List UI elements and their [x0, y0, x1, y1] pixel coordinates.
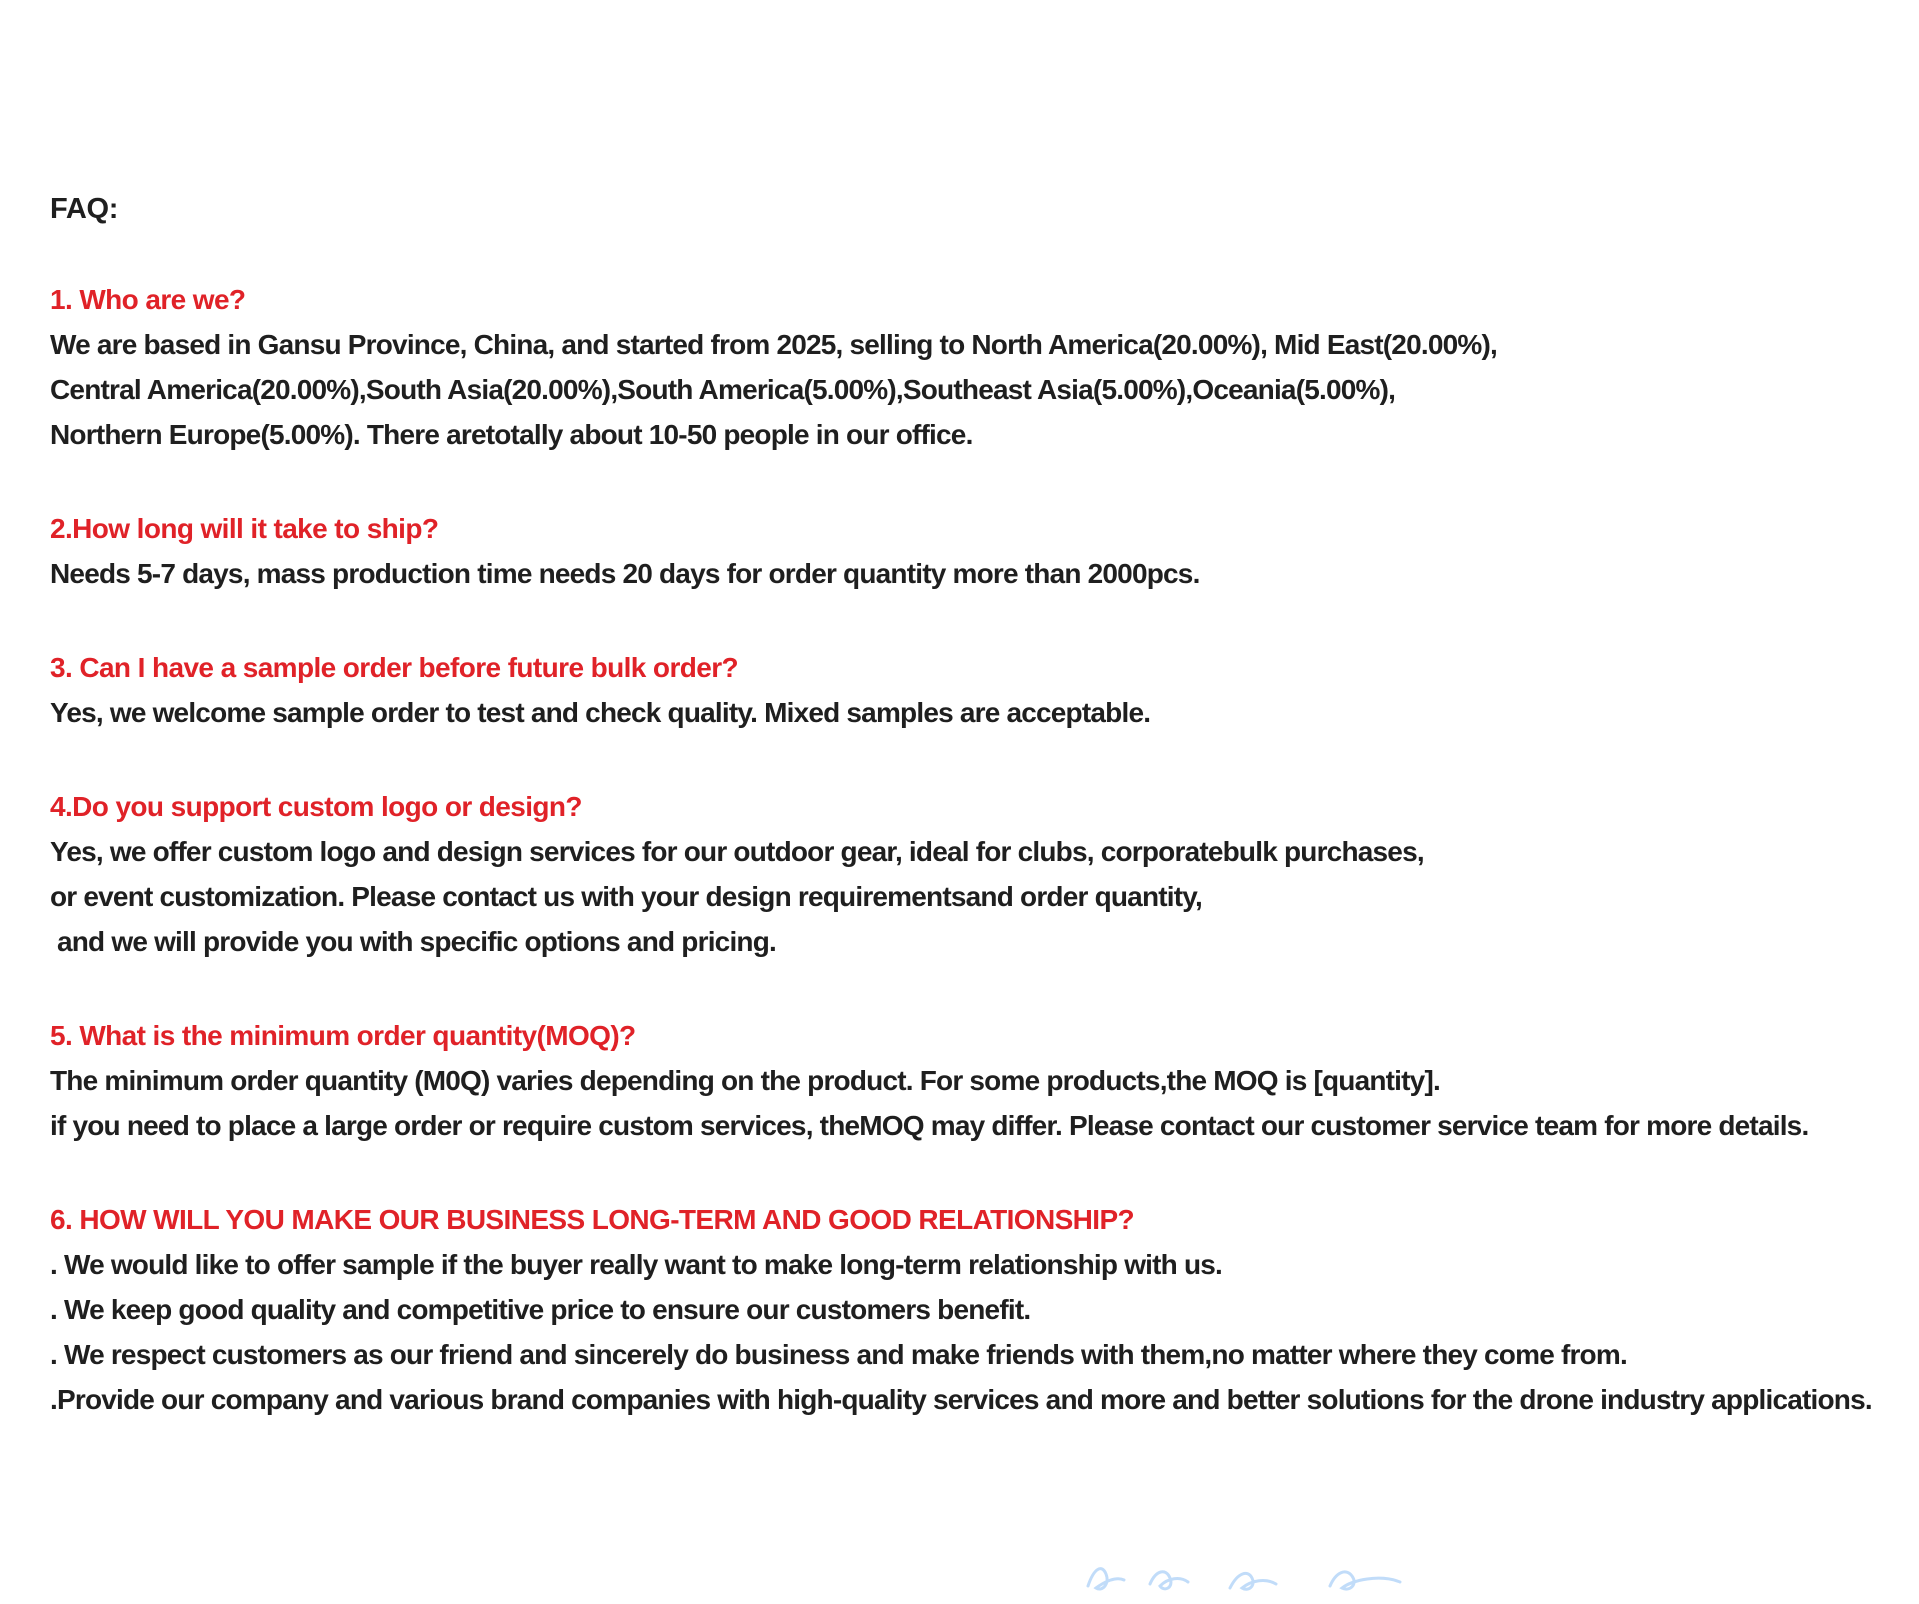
faq-question-heading: 3. Can I have a sample order before future bulk order?	[50, 652, 739, 683]
faq-answer-line: if you need to place a large order or require custom services, theMOQ may differ. Please contact our customer service team for more details.	[50, 1110, 1809, 1141]
faq-question-heading: 5. What is the minimum order quantity(MOQ)?	[50, 1020, 636, 1051]
faq-answer-line: . We would like to offer sample if the buyer really want to make long-term relationship with us.	[50, 1249, 1223, 1280]
faq-section	[50, 1013, 1890, 1148]
faq-section	[50, 645, 1890, 735]
faq-answer-line: Yes, we welcome sample order to test and check quality. Mixed samples are acceptable.	[50, 697, 1151, 728]
faq-answer-line: or event customization. Please contact us with your design requirementsand order quantity,	[50, 881, 1202, 912]
faq-question-heading: 2.How long will it take to ship?	[50, 513, 439, 544]
faq-content	[50, 0, 1890, 1422]
faq-question-heading: 4.Do you support custom logo or design?	[50, 791, 582, 822]
faq-section	[50, 784, 1890, 964]
faq-title: FAQ:	[50, 193, 119, 225]
faq-section	[50, 277, 1890, 457]
faq-answer-line: We are based in Gansu Province, China, and started from 2025, selling to North America(20.00%), Mid East(20.00%),	[50, 329, 1497, 360]
faq-section	[50, 506, 1890, 596]
faq-sections	[50, 277, 1890, 1422]
blue-scribble-marks	[1080, 1548, 1420, 1604]
faq-answer-line: and we will provide you with specific options and pricing.	[50, 926, 777, 957]
faq-answer-line: . We keep good quality and competitive price to ensure our customers benefit.	[50, 1294, 1031, 1325]
faq-question-heading: 1. Who are we?	[50, 284, 246, 315]
faq-section	[50, 1197, 1890, 1422]
faq-answer-line: The minimum order quantity (M0Q) varies depending on the product. For some products,the MOQ is [quantity].	[50, 1065, 1440, 1096]
faq-answer-line: . We respect customers as our friend and sincerely do business and make friends with them,no matter where they come from.	[50, 1339, 1627, 1370]
faq-answer-line: Yes, we offer custom logo and design services for our outdoor gear, ideal for clubs, corporatebulk purchases,	[50, 836, 1424, 867]
faq-answer-line: Northern Europe(5.00%). There aretotally about 10-50 people in our office.	[50, 419, 973, 450]
faq-answer-line: Central America(20.00%),South Asia(20.00%),South America(5.00%),Southeast Asia(5.00%),Oceania(5.00%),	[50, 374, 1396, 405]
faq-answer-line: .Provide our company and various brand companies with high-quality services and more and better solutions for the drone industry applications.	[50, 1384, 1872, 1415]
faq-answer-line: Needs 5-7 days, mass production time needs 20 days for order quantity more than 2000pcs.	[50, 558, 1200, 589]
faq-question-heading: 6. HOW WILL YOU MAKE OUR BUSINESS LONG-TERM AND GOOD RELATIONSHIP?	[50, 1204, 1135, 1235]
